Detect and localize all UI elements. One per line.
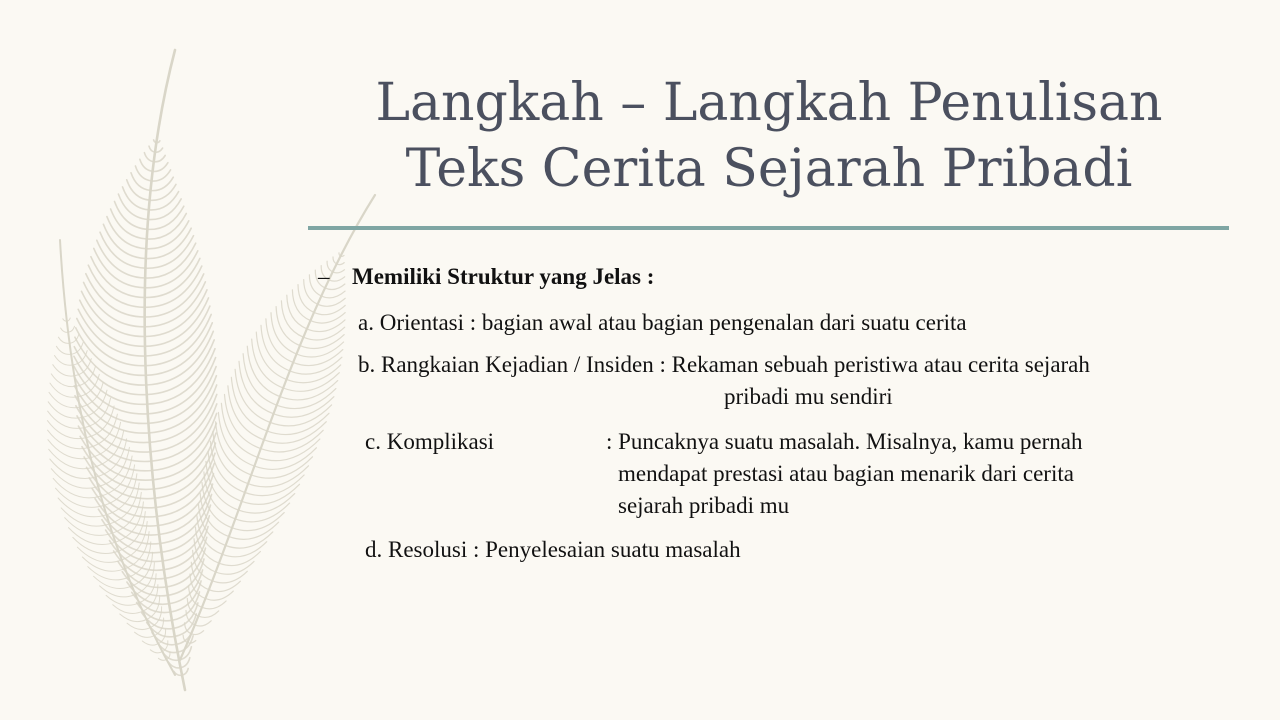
item-komplikasi-desc: : Puncaknya suatu masalah. Misalnya, kamu pernah bbox=[606, 429, 1083, 454]
title-line-2: Teks Cerita Sejarah Pribadi bbox=[405, 139, 1133, 199]
item-komplikasi-desc-cont: mendapat prestasi atau bagian menarik dari cerita bbox=[618, 461, 1074, 486]
item-resolusi: d. Resolusi : Penyelesaian suatu masalah bbox=[365, 537, 741, 562]
item-orientasi: a. Orientasi : bagian awal atau bagian pengenalan dari suatu cerita bbox=[358, 310, 967, 335]
item-rangkaian-kejadian: b. Rangkaian Kejadian / Insiden : Rekaman sebuah peristiwa atau cerita sejarah bbox=[358, 352, 1090, 377]
bullet-dash: – bbox=[318, 264, 330, 289]
structure-heading: Memiliki Struktur yang Jelas : bbox=[352, 264, 655, 289]
slide-title bbox=[310, 70, 1228, 202]
item-komplikasi-desc-cont-2: sejarah pribadi mu bbox=[618, 493, 790, 518]
title-line-1: Langkah – Langkah Penulisan bbox=[375, 73, 1163, 133]
item-komplikasi-label: c. Komplikasi bbox=[365, 429, 495, 454]
title-divider bbox=[308, 226, 1229, 230]
item-rangkaian-kejadian-cont: pribadi mu sendiri bbox=[724, 384, 893, 409]
